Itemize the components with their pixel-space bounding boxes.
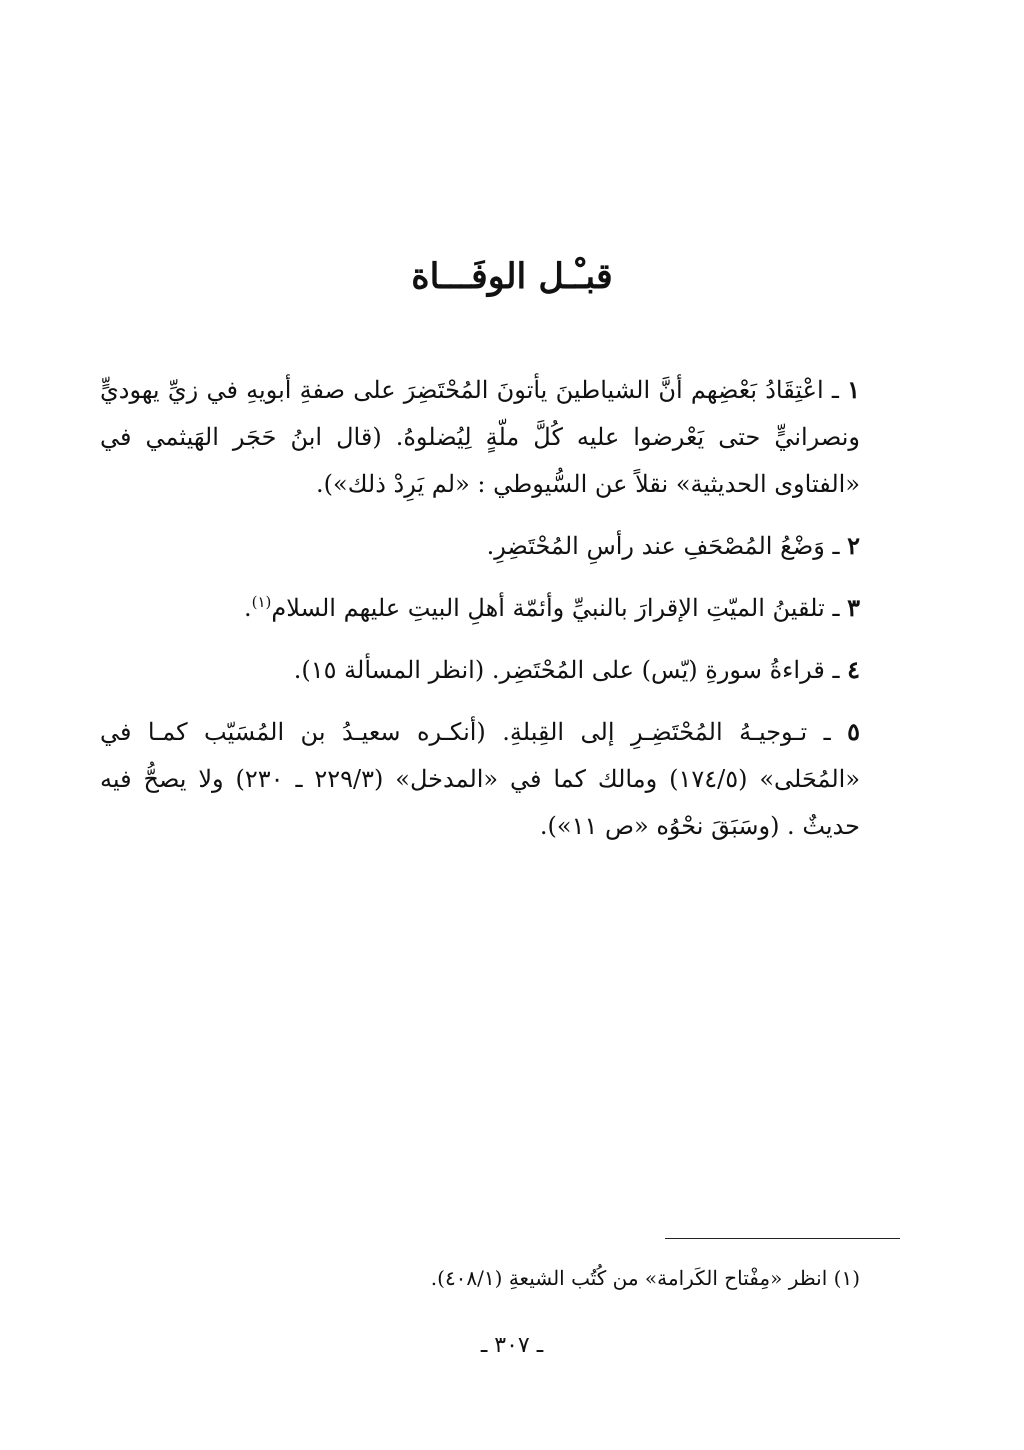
page-number: ـ ٣٠٧ ـ [480, 1333, 544, 1358]
item-text: ـ وَضْعُ المُصْحَفِ عند رأسِ المُحْتَضِرِ. [486, 532, 848, 560]
body-text [100, 366, 860, 850]
footnote-reference[interactable]: (١) [251, 593, 272, 611]
item-text: ـ اعْتِقَادُ بَعْضِهم أنَّ الشياطينَ يأتونَ المُحْتَضِرَ على صفةِ أبويهِ في زيِّ يهوديٍّ ونصرانيٍّ حتى يَعْرضوا عليه كُلَّ ملّةٍ لِيُضلوهُ. (قال ابنُ حَجَر الهَيثمي في «الفتاوى الحديثية» نقلاً عن السُّيوطي : «لم يَرِدْ ذلك»). [100, 376, 860, 498]
footnote: (١) انظر «مِفْتاح الكَرامة» من كُتُب الشيعةِ (٤٠٨/١). [430, 1266, 860, 1290]
item-number: ٤ [847, 655, 860, 684]
list-item-4 [100, 646, 860, 694]
footnote-divider [665, 1238, 900, 1239]
page-title: قبـْـل الوفَـــاة [411, 256, 613, 297]
list-item-3 [100, 584, 860, 632]
item-number: ٣ [847, 593, 860, 622]
item-number: ١ [847, 375, 860, 404]
list-item-5 [100, 708, 860, 850]
item-text: ـ تـوجيـهُ المُحْتَضِـرِ إلى القِبلةِ. (أنكـره سعيـدُ بن المُسَيّب كمـا في «المُحَلى» (١٧٤/٥) ومالك كما في «المدخل» (٢٢٩/٣ ـ ٢٣٠) ولا يصحُّ فيه حديثٌ . (وسَبَقَ نحْوُه «ص ١١»). [100, 718, 861, 840]
item-text-end: . [243, 594, 252, 622]
item-number: ٥ [847, 717, 860, 746]
list-item-2 [100, 522, 860, 570]
item-text: ـ تلقينُ الميّتِ الإقرارَ بالنبيِّ وأئمّة أهلِ البيتِ عليهم السلام [271, 594, 848, 622]
item-text: ـ قراءةُ سورةِ (يّس) على المُحْتَضِر. (انظر المسألة ١٥). [293, 656, 848, 684]
item-number: ٢ [847, 531, 860, 560]
list-item-1 [100, 366, 860, 508]
